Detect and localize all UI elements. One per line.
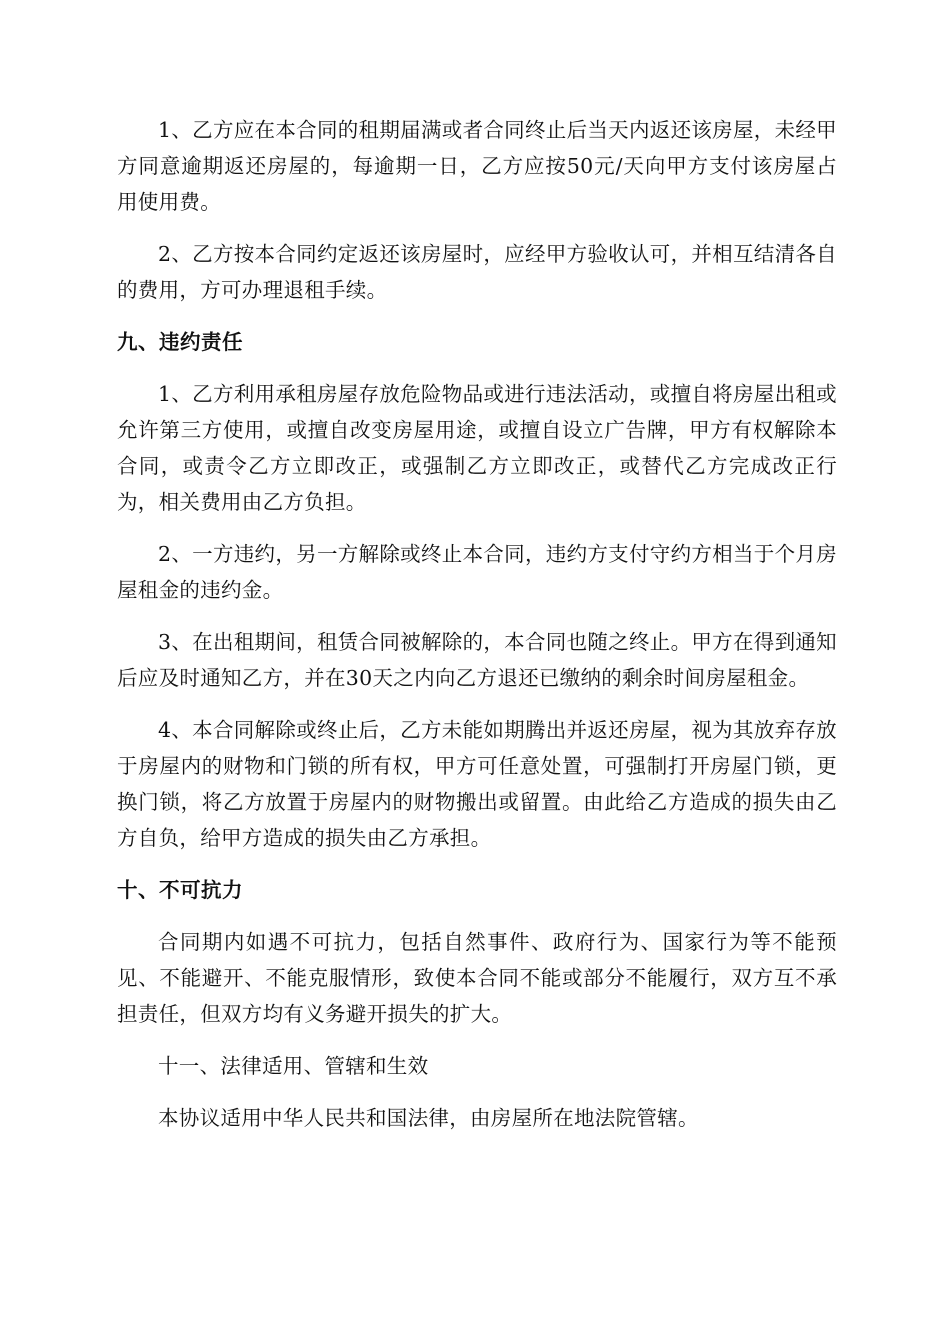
clause-10-1: 合同期内如遇不可抗力，包括自然事件、政府行为、国家行为等不能预见、不能避开、不能克服情形，致使本合同不能或部分不能履行，双方互不承担责任，但双方均有义务避开损失的扩大。 [117,930,837,1026]
section-10-title: 十、不可抗力 [117,878,243,902]
clause-9-3: 3、在出租期间，租赁合同被解除的，本合同也随之终止。甲方在得到通知后应及时通知乙方，并在30天之内向乙方退还已缴纳的剩余时间房屋租金。 [117,630,837,690]
clause-11-1: 本协议适用中华人民共和国法律，由房屋所在地法院管辖。 [158,1106,699,1130]
clause-9-1: 1、乙方利用承租房屋存放危险物品或进行违法活动，或擅自将房屋出租或允许第三方使用，或擅自改变房屋用途，或擅自设立广告牌，甲方有权解除本合同，或责令乙方立即改正，或强制乙方立即改正，或替代乙方完成改正行为，相关费用由乙方负担。 [117,382,837,514]
clause-9-2: 2、一方违约，另一方解除或终止本合同，违约方支付守约方相当于个月房屋租金的违约金。 [117,542,837,602]
document-page [117,112,837,1152]
clause-8-1: 1、乙方应在本合同的租期届满或者合同终止后当天内返还该房屋，未经甲方同意逾期返还房屋的，每逾期一日，乙方应按50元/天向甲方支付该房屋占用使用费。 [117,118,837,214]
section-11-title: 十一、法律适用、管辖和生效 [158,1054,429,1078]
clause-8-2: 2、乙方按本合同约定返还该房屋时，应经甲方验收认可，并相互结清各自的费用，方可办理退租手续。 [117,242,837,302]
clause-9-4: 4、本合同解除或终止后，乙方未能如期腾出并返还房屋，视为其放弃存放于房屋内的财物和门锁的所有权，甲方可任意处置，可强制打开房屋门锁，更换门锁，将乙方放置于房屋内的财物搬出或留置。由此给乙方造成的损失由乙方自负，给甲方造成的损失由乙方承担。 [117,718,837,850]
section-9-title: 九、违约责任 [117,330,243,354]
